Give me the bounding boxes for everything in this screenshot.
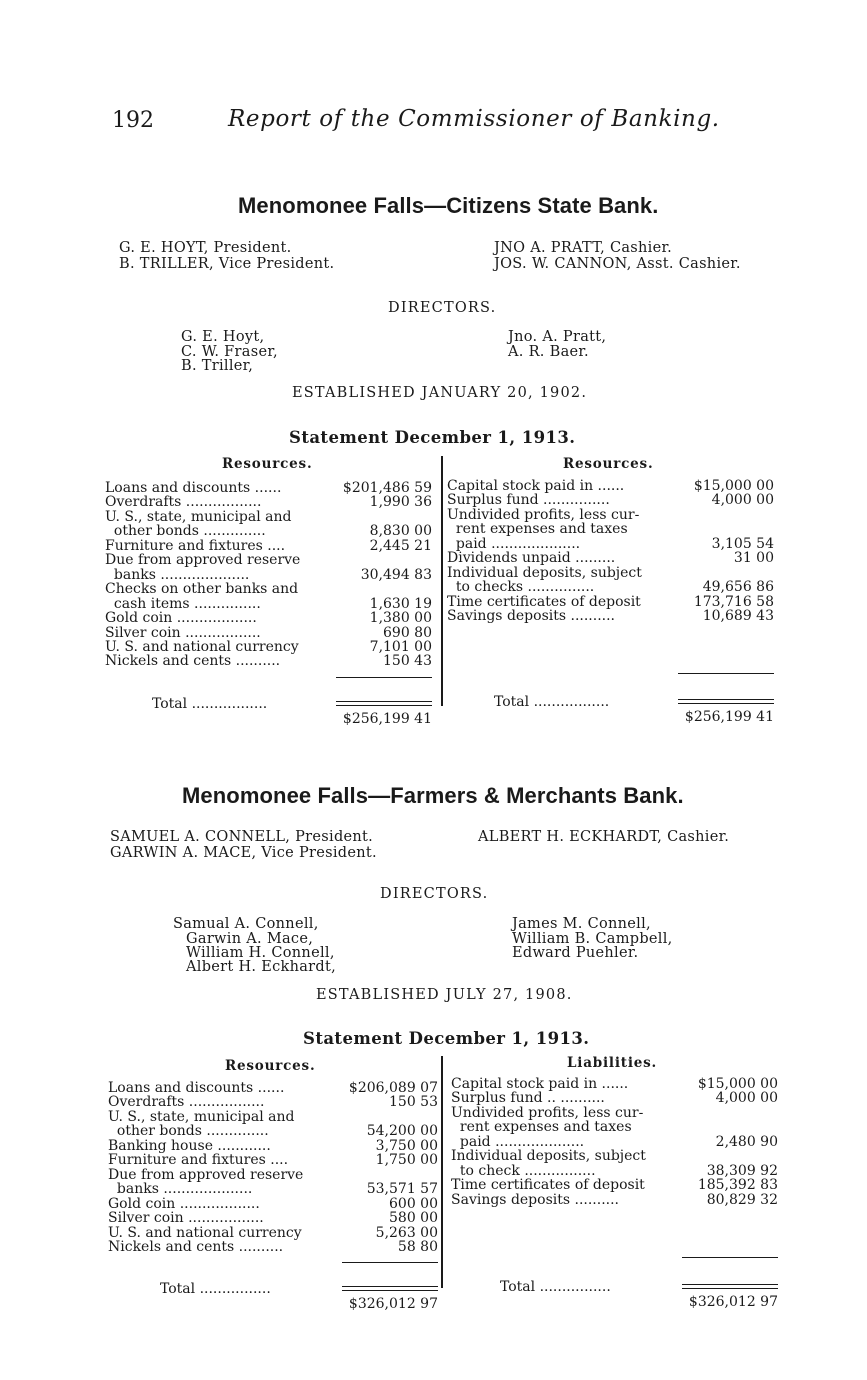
bank2-director-left-4: Albert H. Eckhardt, — [186, 959, 337, 975]
ledger-label: Gold coin .................. — [105, 610, 257, 627]
ledger-amount: 185,392 83 — [697, 1177, 778, 1194]
ledger-amount: 31 00 — [733, 550, 774, 567]
ledger-amount: $15,000 00 — [693, 478, 774, 494]
ledger-label: Capital stock paid in ...... — [451, 1076, 629, 1092]
ledger-label: Gold coin .................. — [108, 1195, 260, 1212]
ledger-amount: 690 80 — [383, 624, 432, 641]
ledger-label: other bonds .............. — [108, 1123, 269, 1140]
ledger-label: banks .................... — [108, 1181, 253, 1198]
ledger-label: Undivided profits, less cur- — [451, 1104, 644, 1121]
total-label: Total ................. — [494, 694, 610, 711]
ledger-label: Undivided profits, less cur- — [447, 506, 640, 523]
ledger-amount: 58 80 — [397, 1238, 438, 1255]
bank1-column-divider — [441, 456, 443, 706]
bank1-director-right-1: Jno. A. Pratt, — [508, 329, 607, 345]
ledger-label: Due from approved reserve — [108, 1166, 304, 1183]
ledger-label: Time certificates of deposit — [451, 1177, 645, 1194]
ledger-label: rent expenses and taxes — [447, 521, 628, 538]
ledger-amount: 150 43 — [383, 653, 432, 670]
ledger-label: Checks on other banks and — [105, 581, 299, 598]
bank2-director-left-1: Samual A. Connell, — [173, 916, 319, 932]
ledger-amount: $15,000 00 — [697, 1076, 778, 1092]
ledger-label: Silver coin ................. — [105, 624, 261, 641]
ledger-amount: 580 00 — [389, 1210, 438, 1227]
ledger-label: U. S., state, municipal and — [105, 508, 292, 525]
ledger-label: Surplus fund .. .......... — [451, 1090, 605, 1107]
ledger-label: Furniture and fixtures .... — [108, 1152, 289, 1169]
bank2-right-sum-rule — [682, 1257, 778, 1258]
ledger-label: Dividends unpaid ......... — [447, 550, 616, 567]
bank2-title: Menomonee Falls—Farmers & Merchants Bank. — [182, 783, 684, 808]
bank2-director-left-2: Garwin A. Mace, — [186, 931, 314, 947]
ledger-label: Overdrafts ................. — [108, 1094, 265, 1111]
ledger-amount: 53,571 57 — [366, 1181, 438, 1198]
bank2-left-sum-rule — [342, 1262, 438, 1263]
total-amount: $326,012 97 — [688, 1293, 778, 1310]
ledger-amount: 38,309 92 — [706, 1162, 778, 1179]
ledger-amount: 2,445 21 — [369, 537, 432, 554]
ledger-label: Savings deposits .......... — [447, 608, 615, 625]
bank1-left-double-rule-1 — [336, 701, 432, 702]
bank2-statement-heading: Statement December 1, 1913. — [303, 1029, 590, 1048]
bank2-left-double-rule-2 — [342, 1290, 438, 1291]
total-amount: $256,199 41 — [342, 710, 432, 727]
ledger-amount: 8,830 00 — [369, 523, 432, 540]
bank2-officer-right-1: ALBERT H. ECKHARDT, Cashier. — [478, 829, 730, 845]
ledger-label: to check ................ — [451, 1162, 596, 1179]
bank1-left-double-rule-2 — [336, 705, 432, 706]
ledger-label: to checks ............... — [447, 579, 595, 596]
ledger-amount: 4,000 00 — [711, 492, 774, 509]
ledger-label: paid .................... — [451, 1133, 585, 1150]
bank1-established: ESTABLISHED JANUARY 20, 1902. — [292, 385, 588, 401]
ledger-label: Nickels and cents .......... — [108, 1238, 284, 1255]
bank2-left-double-rule-1 — [342, 1286, 438, 1287]
bank1-officer-left-2: B. TRILLER, Vice President. — [119, 256, 335, 272]
ledger-amount: 3,105 54 — [711, 535, 774, 552]
bank1-officer-right-2: JOS. W. CANNON, Asst. Cashier. — [494, 256, 741, 272]
ledger-amount: 2,480 90 — [715, 1133, 778, 1150]
ledger-amount: 49,656 86 — [702, 579, 774, 596]
bank2-column-divider — [441, 1056, 443, 1288]
bank1-director-right-2: A. R. Baer. — [508, 344, 589, 360]
ledger-amount: 10,689 43 — [702, 608, 774, 625]
ledger-amount: 54,200 00 — [366, 1123, 438, 1140]
bank1-right-double-rule-2 — [678, 703, 774, 704]
bank2-director-right-2: William B. Campbell, — [512, 931, 673, 947]
ledger-amount: 80,829 32 — [706, 1191, 778, 1208]
ledger-label: Nickels and cents .......... — [105, 653, 281, 670]
total-label: Total ................ — [160, 1281, 271, 1298]
running-title: Report of the Commissioner of Banking. — [228, 106, 720, 132]
ledger-label: Loans and discounts ...... — [105, 480, 282, 496]
bank2-resources-heading: Resources. — [225, 1058, 316, 1074]
ledger-label: Individual deposits, subject — [447, 564, 642, 581]
ledger-label: Savings deposits .......... — [451, 1191, 619, 1208]
total-label: Total ................. — [152, 696, 268, 713]
total-amount: $256,199 41 — [684, 708, 774, 725]
ledger-label: Capital stock paid in ...... — [447, 478, 625, 494]
ledger-label: rent expenses and taxes — [451, 1119, 632, 1136]
bank1-director-left-1: G. E. Hoyt, — [181, 329, 265, 345]
ledger-amount: 1,630 19 — [369, 595, 432, 612]
bank2-director-right-1: James M. Connell, — [512, 916, 651, 932]
bank1-left-sum-rule — [336, 677, 432, 678]
bank1-title: Menomonee Falls—Citizens State Bank. — [238, 193, 659, 218]
ledger-amount: $206,089 07 — [348, 1080, 438, 1096]
ledger-label: other bonds .............. — [105, 523, 266, 540]
ledger-label: Individual deposits, subject — [451, 1148, 646, 1165]
bank1-director-left-2: C. W. Fraser, — [181, 344, 278, 360]
ledger-label: banks .................... — [105, 566, 250, 583]
ledger-label: U. S. and national currency — [105, 638, 299, 655]
ledger-amount: 1,750 00 — [375, 1152, 438, 1169]
ledger-amount: 3,750 00 — [375, 1137, 438, 1154]
bank2-officer-left-2: GARWIN A. MACE, Vice President. — [110, 845, 377, 861]
bank2-officer-left-1: SAMUEL A. CONNELL, President. — [110, 829, 374, 845]
ledger-amount: 1,990 36 — [369, 494, 432, 511]
page-number: 192 — [112, 108, 154, 133]
bank2-right-double-rule-2 — [682, 1288, 778, 1289]
ledger-label: Time certificates of deposit — [447, 593, 641, 610]
bank2-liabilities-heading: Liabilities. — [567, 1055, 658, 1071]
bank1-liabilities-heading: Resources. — [563, 456, 654, 472]
ledger-label: U. S. and national currency — [108, 1224, 302, 1241]
ledger-label: Furniture and fixtures .... — [105, 537, 286, 554]
ledger-amount: 7,101 00 — [369, 638, 432, 655]
ledger-label: paid .................... — [447, 535, 581, 552]
ledger-label: Banking house ............ — [108, 1137, 271, 1154]
ledger-amount: $201,486 59 — [342, 480, 432, 496]
bank1-officer-left-1: G. E. HOYT, President. — [119, 240, 292, 256]
bank1-director-left-3: B. Triller, — [181, 358, 254, 374]
bank2-right-double-rule-1 — [682, 1284, 778, 1285]
ledger-label: Silver coin ................. — [108, 1210, 264, 1227]
ledger-label: Overdrafts ................. — [105, 494, 262, 511]
ledger-amount: 30,494 83 — [360, 566, 432, 583]
bank2-directors-label: DIRECTORS. — [380, 886, 489, 902]
bank2-established: ESTABLISHED JULY 27, 1908. — [316, 987, 573, 1003]
ledger-amount: 1,380 00 — [369, 610, 432, 627]
bank1-officer-right-1: JNO A. PRATT, Cashier. — [494, 240, 673, 256]
total-amount: $326,012 97 — [348, 1295, 438, 1312]
ledger-amount: 173,716 58 — [693, 593, 774, 610]
ledger-amount: 4,000 00 — [715, 1090, 778, 1107]
bank1-resources-heading: Resources. — [222, 456, 313, 472]
bank1-directors-label: DIRECTORS. — [388, 300, 497, 316]
ledger-label: Surplus fund ............... — [447, 492, 610, 509]
bank1-right-double-rule-1 — [678, 699, 774, 700]
bank2-director-right-3: Edward Puehler. — [512, 945, 639, 961]
ledger-amount: 5,263 00 — [375, 1224, 438, 1241]
ledger-label: Loans and discounts ...... — [108, 1080, 285, 1096]
total-label: Total ................ — [500, 1279, 611, 1296]
bank1-right-sum-rule — [678, 673, 774, 674]
ledger-label: Due from approved reserve — [105, 552, 301, 569]
bank2-director-left-3: William H. Connell, — [186, 945, 335, 961]
ledger-amount: 600 00 — [389, 1195, 438, 1212]
ledger-label: U. S., state, municipal and — [108, 1108, 295, 1125]
bank1-statement-heading: Statement December 1, 1913. — [289, 428, 576, 447]
ledger-label: cash items ............... — [105, 595, 261, 612]
ledger-amount: 150 53 — [389, 1094, 438, 1111]
